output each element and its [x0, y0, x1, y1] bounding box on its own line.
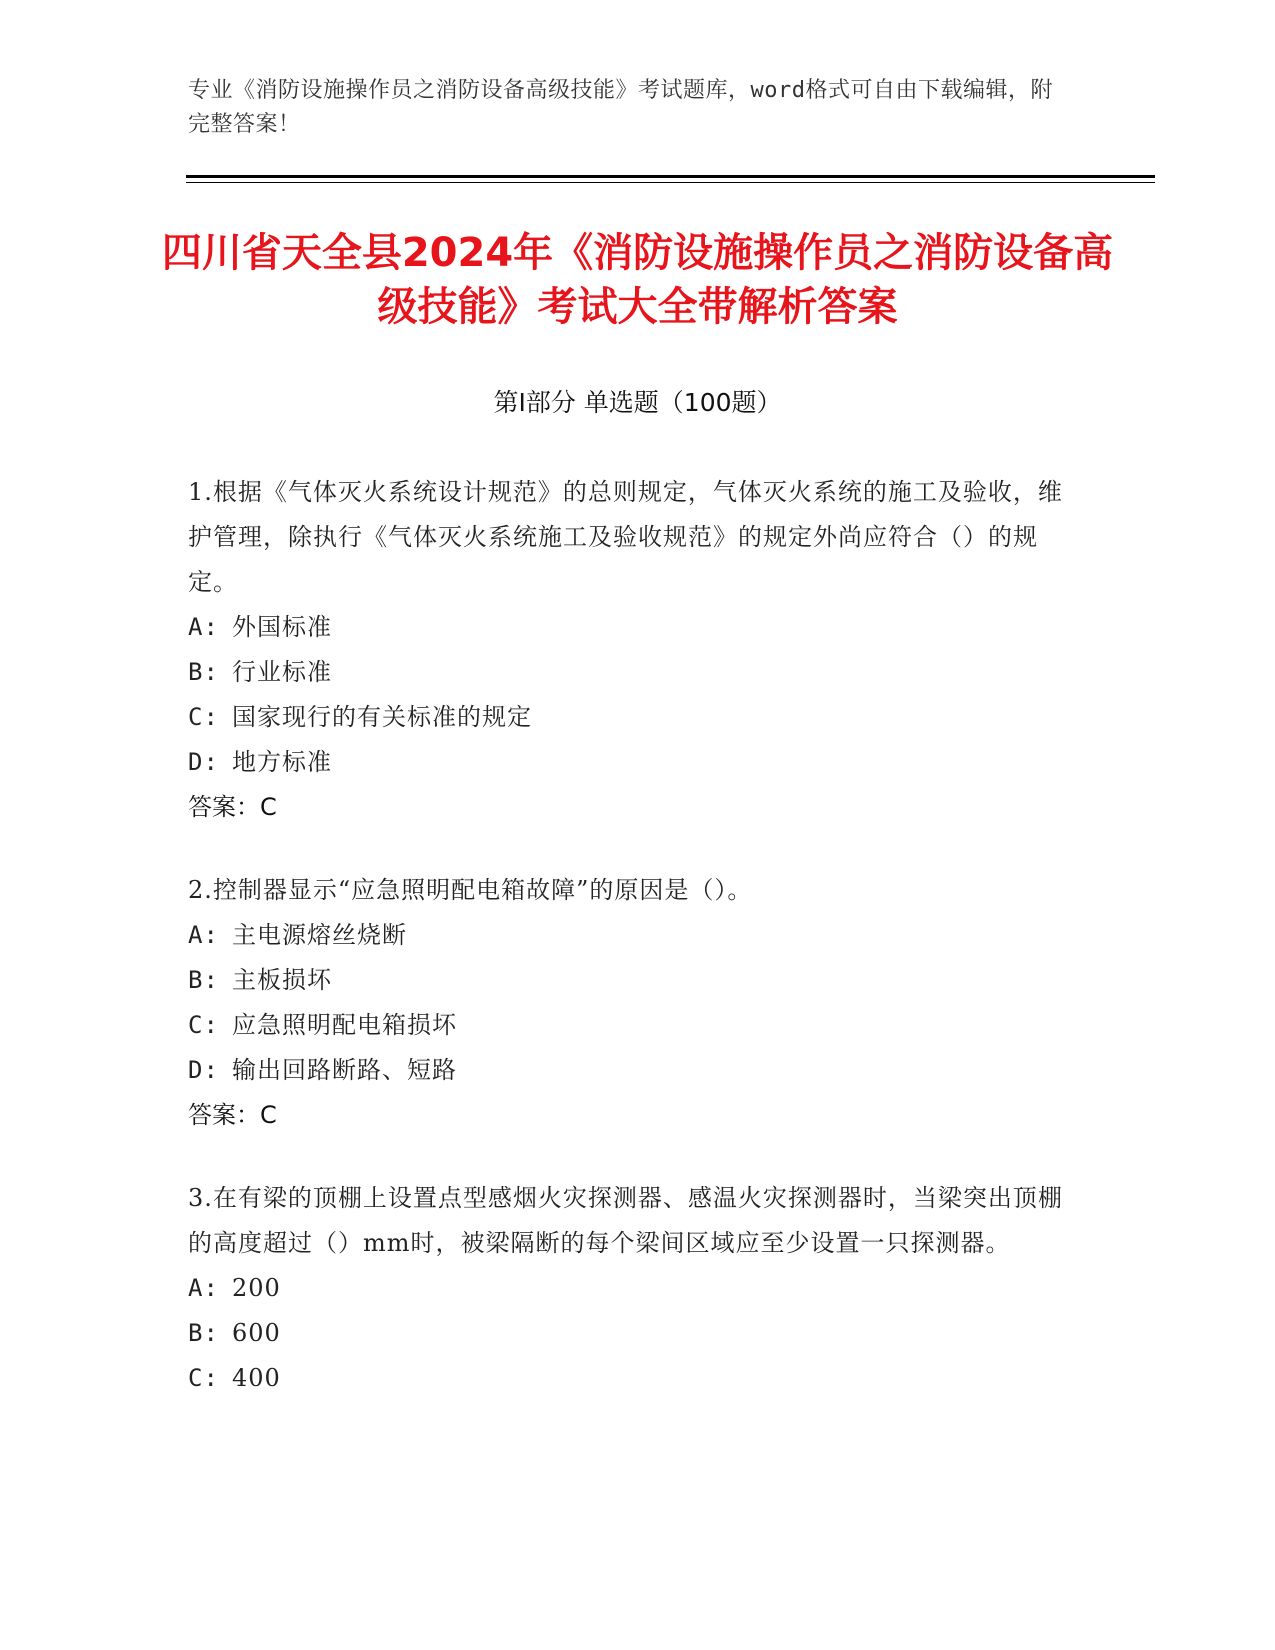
option-a	[188, 913, 1068, 958]
option-text: 国家现行的有关标准的规定	[232, 703, 532, 731]
header-divider-thin	[186, 182, 1155, 183]
option-key: A:	[188, 921, 219, 949]
option-b	[188, 650, 1068, 695]
option-key: C:	[188, 703, 219, 731]
option-text: 外国标准	[232, 613, 332, 641]
option-key: B:	[188, 966, 219, 994]
option-text: 行业标准	[232, 658, 332, 686]
option-key: A:	[188, 613, 219, 641]
option-text: 主板损坏	[232, 966, 332, 994]
header-note: 专业《消防设施操作员之消防设备高级技能》考试题库，word格式可自由下载编辑，附完整答案！	[188, 78, 1053, 137]
question-stem: 3.在有梁的顶棚上设置点型感烟火灾探测器、感温火灾探测器时，当梁突出顶棚的高度超过（）mm时，被梁隔断的每个梁间区域应至少设置一只探测器。	[188, 1184, 1063, 1257]
option-key: C:	[188, 1011, 219, 1039]
option-text: 200	[232, 1274, 281, 1302]
question-list	[188, 470, 1068, 1439]
option-key: D:	[188, 748, 219, 776]
option-b	[188, 1311, 1068, 1356]
option-key: A:	[188, 1274, 219, 1302]
option-c	[188, 1356, 1068, 1401]
question-stem: 2.控制器显示“应急照明配电箱故障”的原因是（）。	[188, 876, 753, 904]
option-text: 400	[232, 1364, 281, 1392]
option-key: C:	[188, 1364, 219, 1392]
header-divider-thick	[186, 175, 1155, 178]
option-a	[188, 605, 1068, 650]
option-d	[188, 740, 1068, 785]
option-c	[188, 695, 1068, 740]
option-a	[188, 1266, 1068, 1311]
option-text: 应急照明配电箱损坏	[232, 1011, 457, 1039]
option-key: D:	[188, 1056, 219, 1084]
option-text: 输出回路断路、短路	[232, 1056, 457, 1084]
document-title: 四川省天全县2024年《消防设施操作员之消防设备高级技能》考试大全带解析答案	[161, 230, 1114, 330]
answer: 答案：C	[188, 793, 277, 821]
option-text: 600	[232, 1319, 281, 1347]
answer: 答案：C	[188, 1101, 277, 1129]
option-c	[188, 1003, 1068, 1048]
option-text: 主电源熔丝烧断	[232, 921, 407, 949]
question-3	[188, 1176, 1068, 1401]
option-text: 地方标准	[232, 748, 332, 776]
question-1	[188, 470, 1068, 830]
option-key: B:	[188, 1319, 219, 1347]
option-key: B:	[188, 658, 219, 686]
question-stem: 1.根据《气体灭火系统设计规范》的总则规定，气体灭火系统的施工及验收，维护管理，除执行《气体灭火系统施工及验收规范》的规定外尚应符合（）的规定。	[188, 478, 1063, 596]
question-2	[188, 868, 1068, 1138]
option-d	[188, 1048, 1068, 1093]
section-title: 第I部分 单选题（100题）	[493, 388, 782, 417]
option-b	[188, 958, 1068, 1003]
